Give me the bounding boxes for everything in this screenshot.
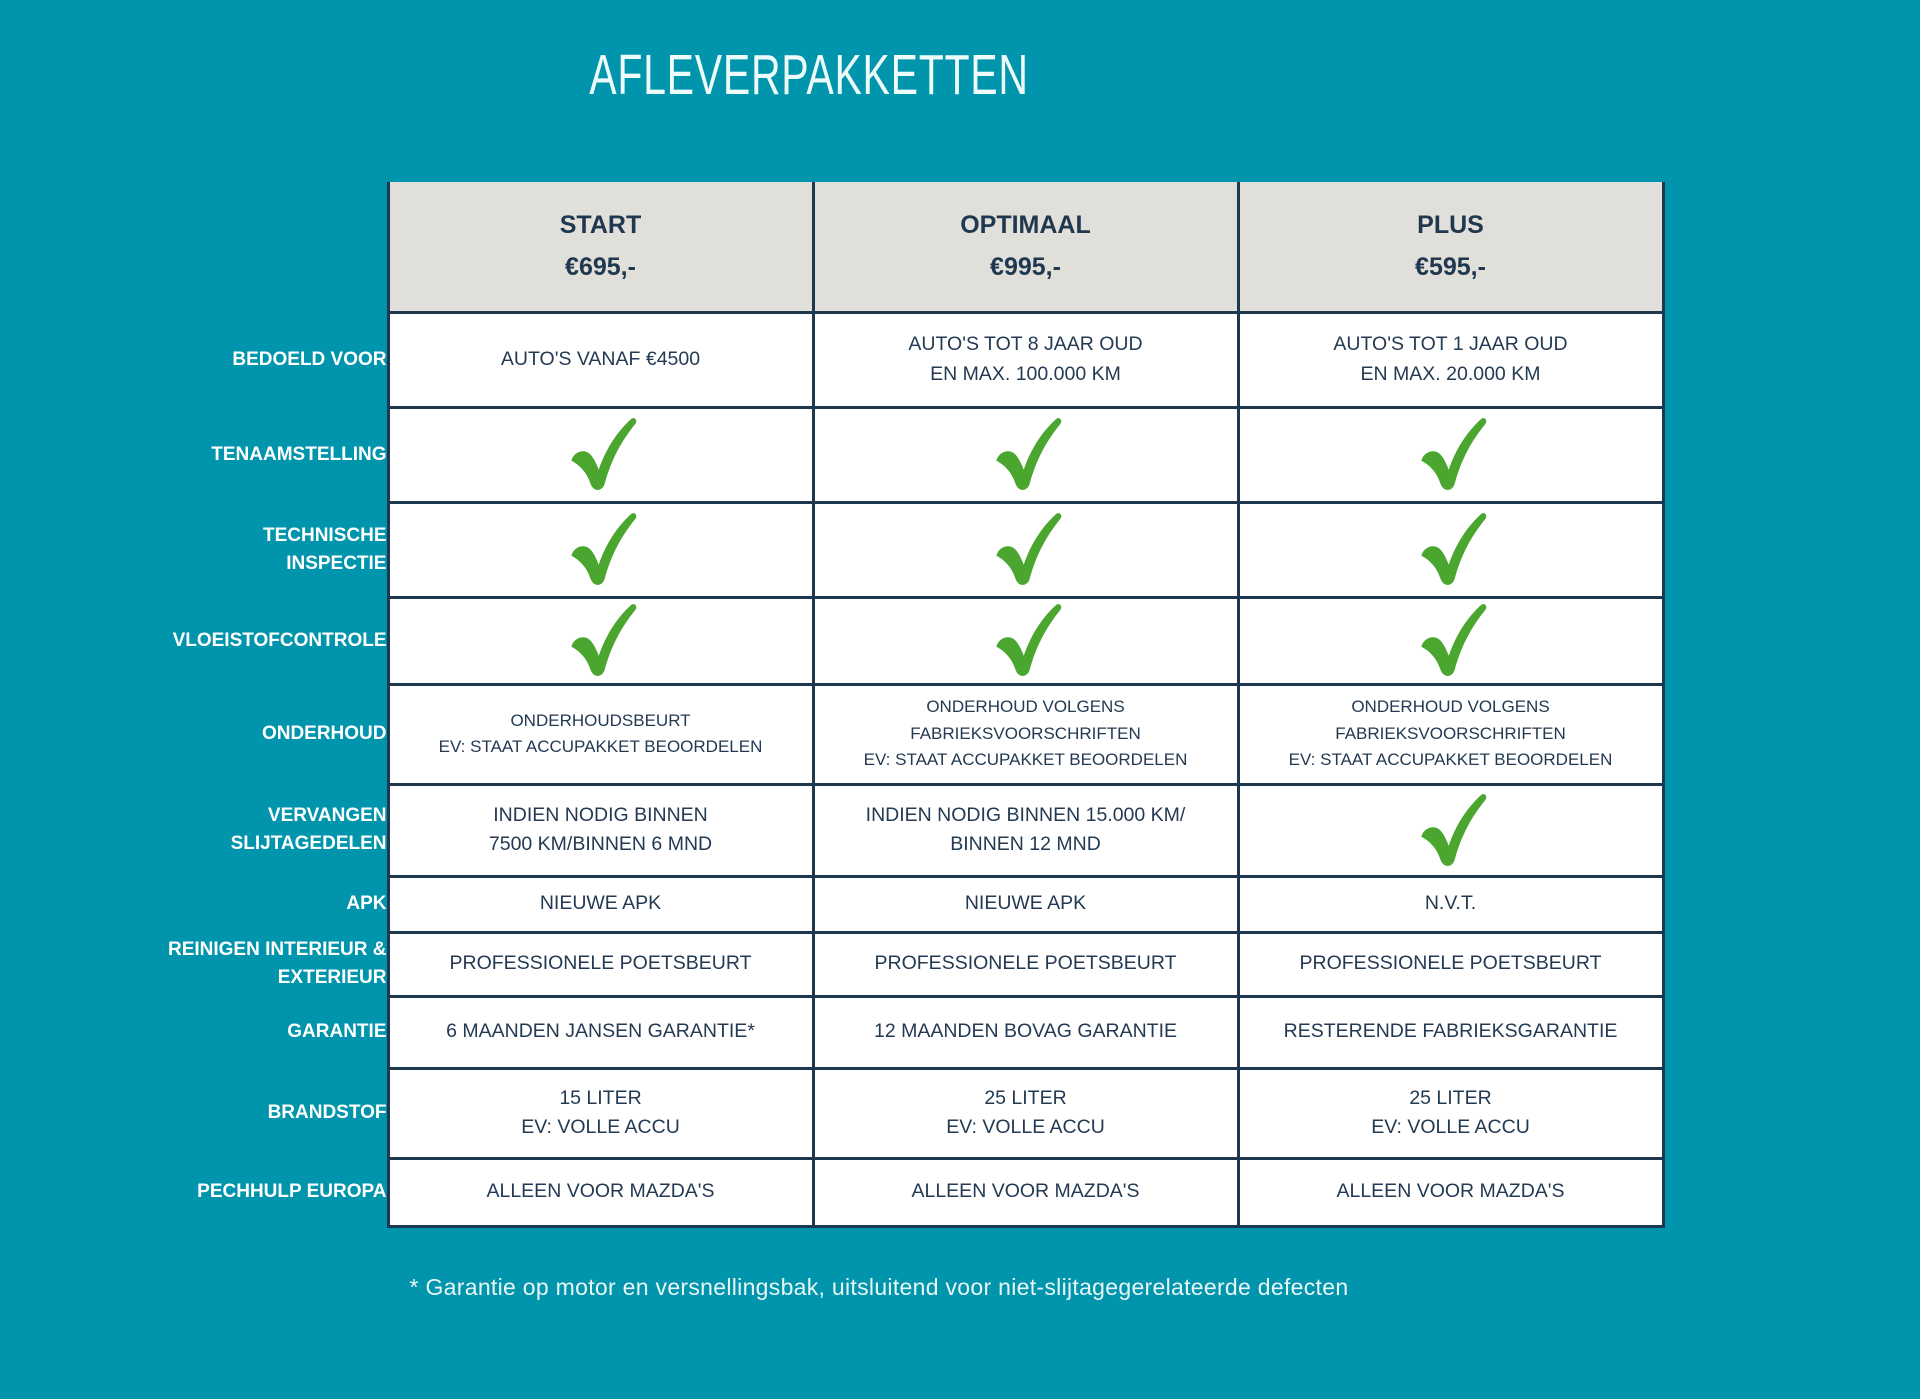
table-cell: RESTERENDE FABRIEKSGARANTIE [1238, 996, 1663, 1068]
table-cell: 15 LITER EV: VOLLE ACCU [388, 1068, 813, 1158]
table-cell: INDIEN NODIG BINNEN 7500 KM/BINNEN 6 MND [388, 784, 813, 876]
checkmark-icon [1413, 791, 1489, 870]
table-row [95, 502, 1663, 597]
column-header-optimaal [813, 182, 1238, 312]
check-cell [1238, 597, 1663, 684]
table-row [95, 684, 1663, 784]
checkmark-icon [1413, 510, 1489, 589]
table-cell: ALLEEN VOOR MAZDA'S [388, 1158, 813, 1226]
table-cell: PROFESSIONELE POETSBEURT [1238, 932, 1663, 996]
row-label-reinigen-interieur-exterieur: REINIGEN INTERIEUR & EXTERIEUR [167, 939, 387, 988]
table-cell: N.V.T. [1238, 876, 1663, 932]
check-cell [813, 502, 1238, 597]
table-row [95, 1068, 1663, 1158]
packages-table [95, 182, 1665, 1228]
table-cell: ALLEEN VOOR MAZDA'S [813, 1158, 1238, 1226]
table-cell: ONDERHOUD VOLGENS FABRIEKSVOORSCHRIFTEN EV: STAAT ACCUPAKKET BEOORDELEN [813, 684, 1238, 784]
table-cell: NIEUWE APK [813, 876, 1238, 932]
package-name: START [559, 210, 642, 239]
page-title: AFLEVERPAKKETTEN [589, 43, 1029, 107]
table-cell: PROFESSIONELE POETSBEURT [388, 932, 813, 996]
checkmark-icon [988, 510, 1064, 589]
column-header-plus [1238, 182, 1663, 312]
row-label-brandstof: BRANDSTOF [267, 1102, 387, 1124]
row-label-apk: APK [346, 893, 387, 915]
checkmark-icon [988, 415, 1064, 494]
checkmark-icon [1413, 601, 1489, 680]
check-cell [388, 407, 813, 502]
row-label-vervangen-slijtagedelen: VERVANGEN SLIJTAGEDELEN [230, 805, 387, 854]
row-label-tenaamstelling: TENAAMSTELLING [211, 443, 387, 465]
table-cell: PROFESSIONELE POETSBEURT [813, 932, 1238, 996]
table-cell: AUTO'S TOT 1 JAAR OUD EN MAX. 20.000 KM [1238, 312, 1663, 407]
check-cell [388, 502, 813, 597]
package-price: €995,- [990, 253, 1061, 282]
check-cell [813, 597, 1238, 684]
header-row [95, 182, 1663, 312]
check-cell [1238, 407, 1663, 502]
table-row [95, 932, 1663, 996]
table-row [95, 407, 1663, 502]
checkmark-icon [563, 510, 639, 589]
header-spacer [95, 182, 388, 312]
footnote: * Garantie op motor en versnellingsbak, uitsluitend voor niet-slijtagegerelateerde defecten [409, 1273, 1349, 1300]
package-price: €595,- [1415, 253, 1486, 282]
row-label-bedoeld-voor: BEDOELD VOOR [232, 348, 387, 370]
check-cell [1238, 502, 1663, 597]
table-row [95, 996, 1663, 1068]
table-cell: 25 LITER EV: VOLLE ACCU [1238, 1068, 1663, 1158]
package-name: OPTIMAAL [960, 210, 1091, 239]
table-cell: ONDERHOUDSBEURT EV: STAAT ACCUPAKKET BEOORDELEN [388, 684, 813, 784]
table-row [95, 1158, 1663, 1226]
table-cell: ONDERHOUD VOLGENS FABRIEKSVOORSCHRIFTEN EV: STAAT ACCUPAKKET BEOORDELEN [1238, 684, 1663, 784]
table-cell: AUTO'S VANAF €4500 [388, 312, 813, 407]
table-cell: 6 MAANDEN JANSEN GARANTIE* [388, 996, 813, 1068]
checkmark-icon [563, 601, 639, 680]
check-cell [388, 597, 813, 684]
checkmark-icon [988, 601, 1064, 680]
content [95, 42, 1663, 1301]
row-label-vloeistofcontrole: VLOEISTOFCONTROLE [172, 629, 387, 651]
checkmark-icon [563, 415, 639, 494]
table-cell: INDIEN NODIG BINNEN 15.000 KM/ BINNEN 12 MND [813, 784, 1238, 876]
table-row [95, 784, 1663, 876]
table-row [95, 597, 1663, 684]
row-label-technische-inspectie: TECHNISCHE INSPECTIE [262, 524, 387, 574]
row-label-pechhulp-europa: PECHHULP EUROPA [197, 1181, 387, 1203]
table-cell: 25 LITER EV: VOLLE ACCU [813, 1068, 1238, 1158]
checkmark-icon [1413, 415, 1489, 494]
table-cell: 12 MAANDEN BOVAG GARANTIE [813, 996, 1238, 1068]
table-cell: AUTO'S TOT 8 JAAR OUD EN MAX. 100.000 KM [813, 312, 1238, 407]
row-label-garantie: GARANTIE [287, 1021, 387, 1043]
table-cell: NIEUWE APK [388, 876, 813, 932]
check-cell [813, 407, 1238, 502]
column-header-start [388, 182, 813, 312]
package-name: PLUS [1417, 210, 1484, 239]
table-cell: ALLEEN VOOR MAZDA'S [1238, 1158, 1663, 1226]
package-price: €695,- [565, 253, 636, 282]
table-row [95, 312, 1663, 407]
table-row [95, 876, 1663, 932]
row-label-onderhoud: ONDERHOUD [261, 723, 387, 745]
check-cell [1238, 784, 1663, 876]
